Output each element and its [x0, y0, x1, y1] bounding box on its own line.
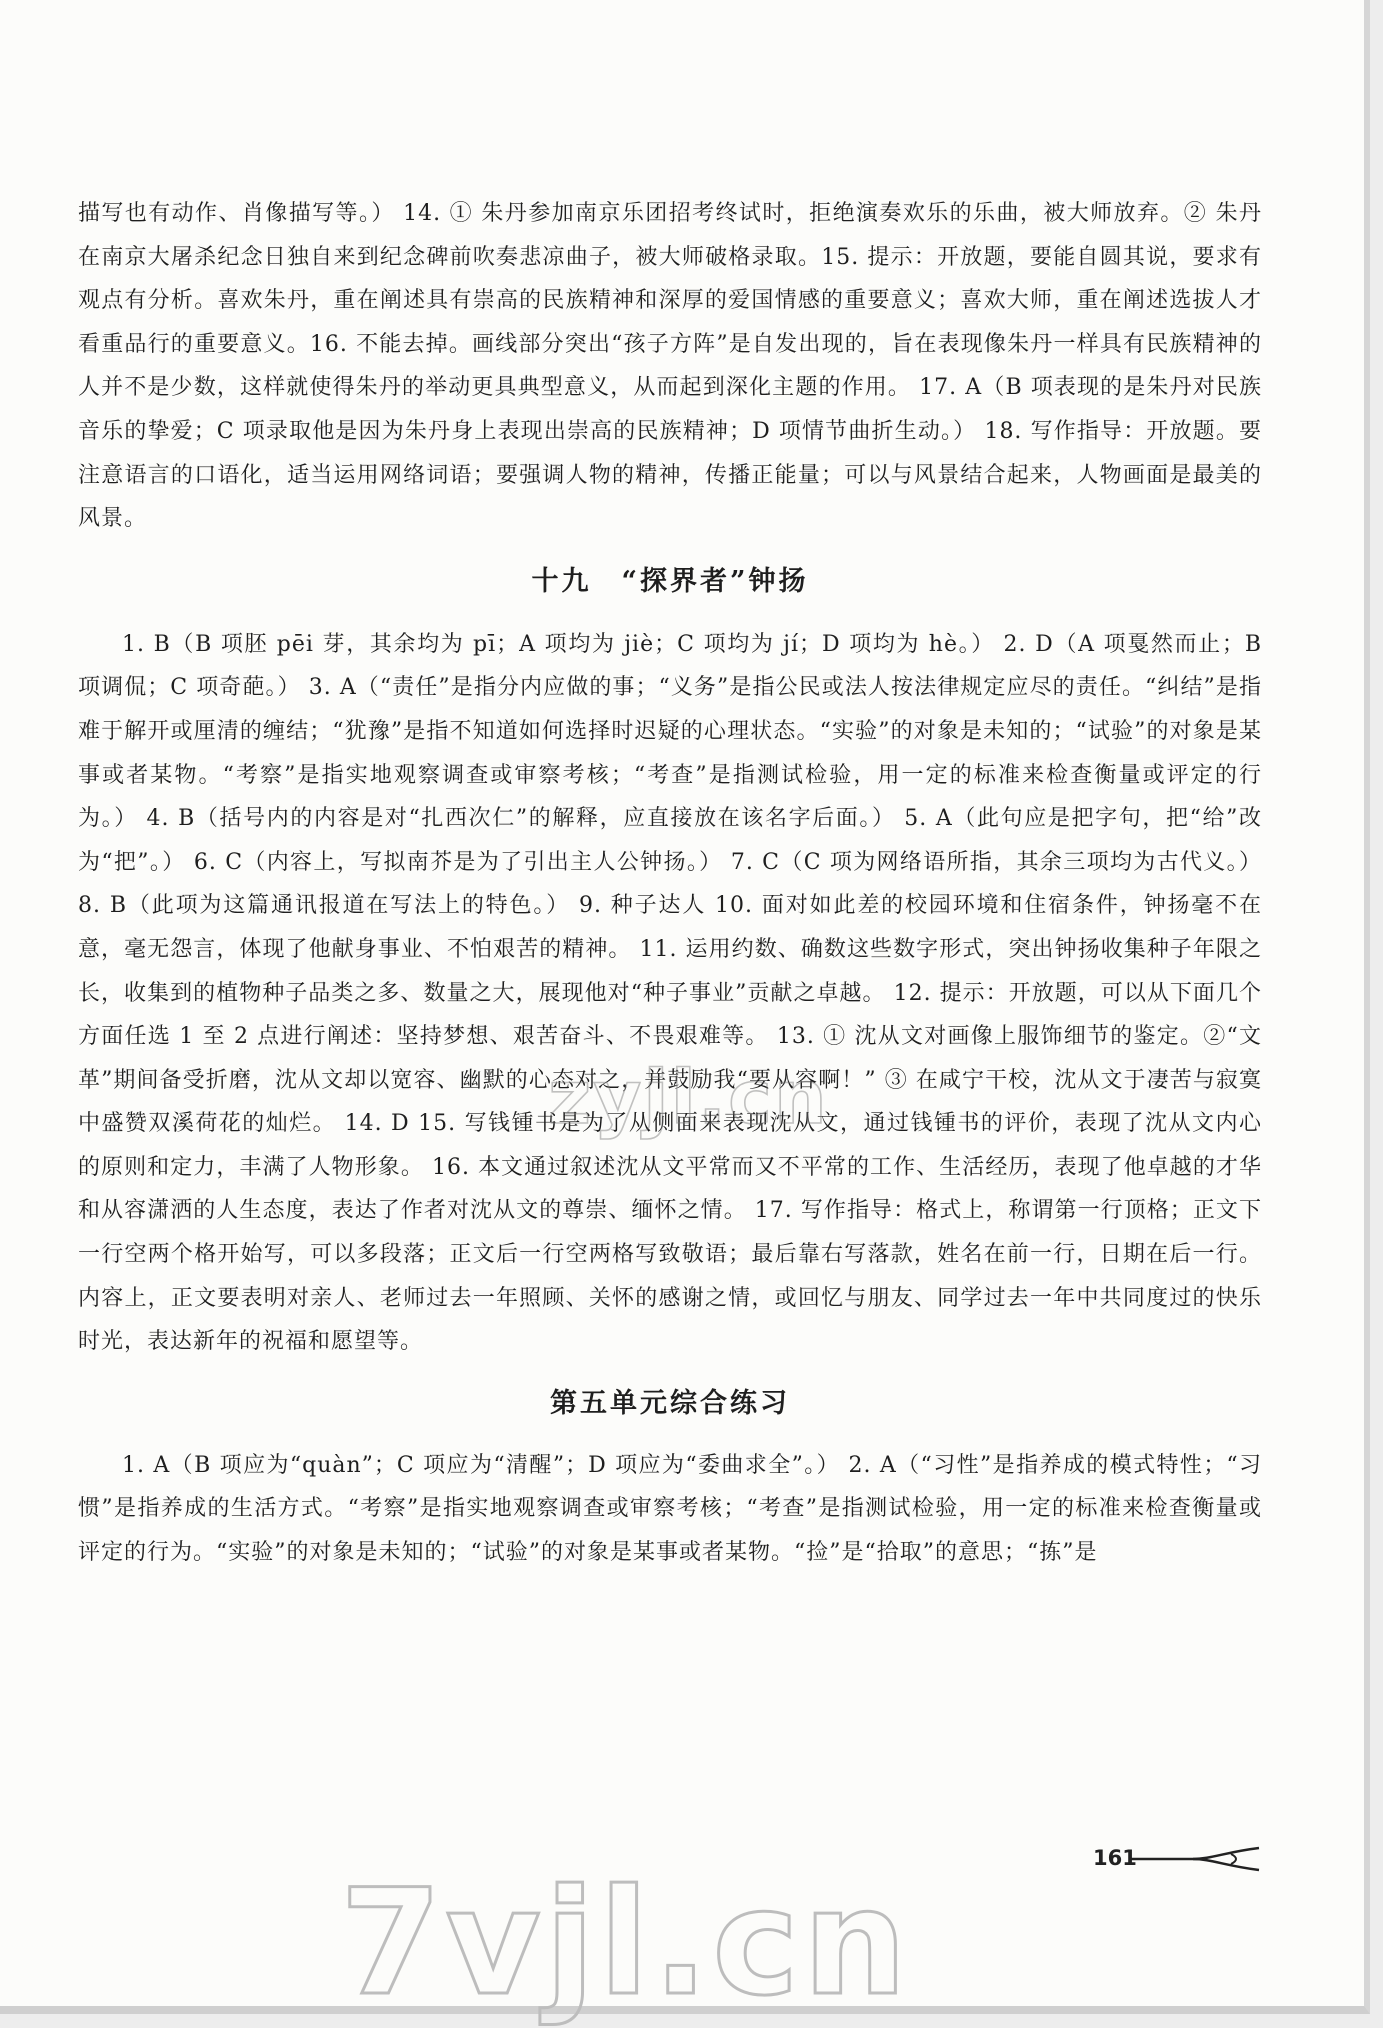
section-title: 第五单元综合练习 — [550, 1387, 790, 1419]
answer-paragraph: 描写也有动作、肖像描写等。） 14. ① 朱丹参加南京乐团招考终试时，拒绝演奏欢乐的乐曲，被大师放弃。② 朱丹在南京大屠杀纪念日独自来到纪念碑前吹奏悲凉曲子，被大师破格录取。15. 提示：开放题，要能自圆其说，要求有观点有分析。喜欢朱丹，重在阐述具有崇高的民族精神和深厚的爱国情感的重要意义；喜欢大师，重在阐述选拔人才看重品行的重要意义。16. 不能去掉。画线部分突出“孩子方阵”是自发出现的，旨在表现像朱丹一样具有民族精神的人并不是少数，这样就使得朱丹的举动更具典型意义，从而起到深化主题的作用。 17. A（B 项表现的是朱丹对民族音乐的挚爱；C 项录取他是因为朱丹身上表现出崇高的民族精神；D 项情节曲折生动。） 18. 写作指导：开放题。要注意语言的口语化，适当运用网络词语；要强调人物的精神，传播正能量；可以与风景结合起来，人物画面是最美的风景。 — [78, 201, 1262, 532]
page-content — [78, 192, 1262, 1575]
answer-paragraph: 1. A（B 项应为“quàn”；C 项应为“清醒”；D 项应为“委曲求全”。） 2. A（“习性”是指养成的模式特性；“习惯”是指养成的生活方式。“考察”是指实地观察调查或审察考核；“考查”是指测试检验，用一定的标准来检查衡量或评定的行为。“实验”的对象是未知的；“试验”的对象是某事或者某物。“捡”是“拾取”的意思；“拣”是 — [78, 1452, 1262, 1566]
section-title: 十九 “探界者”钟扬 — [531, 565, 809, 597]
page-number: 161 — [1093, 1846, 1137, 1870]
watermark-large: 7vjl.cn — [340, 1858, 911, 2028]
answer-paragraph: 1. B（B 项胚 pēi 芽，其余均为 pī；A 项均为 jiè；C 项均为 jí；D 项均为 hè。） 2. D（A 项戛然而止；B 项调侃；C 项奇葩。） 3. A（“责任”是指分内应做的事；“义务”是指公民或法人按法律规定应尽的责任。“纠结”是指难于解开或厘清的缠结；“犹豫”是指不知道如何选择时迟疑的心理状态。“实验”的对象是未知的；“试验”的对象是某事或者某物。“考察”是指实地观察调查或审察考核；“考查”是指测试检验，用一定的标准来检查衡量或评定的行为。） 4. B（括号内的内容是对“扎西次仁”的解释，应直接放在该名字后面。） 5. A（此句应是把字句，把“给”改为“把”。） 6. C（内容上，写拟南芥是为了引出主人公钟扬。） 7. C（C 项为网络语所指，其余三项均为古代义。） 8. B（此项为这篇通讯报道在写法上的特色。） 9. 种子达人 10. 面对如此差的校园环境和住宿条件，钟扬毫不在意，毫无怨言，体现了他献身事业、不怕艰苦的精神。 11. 运用约数、确数这些数字形式，突出钟扬收集种子年限之长，收集到的植物种子品类之多、数量之大，展现他对“种子事业”贡献之卓越。 12. 提示：开放题，可以从下面几个方面任选 1 至 2 点进行阐述：坚持梦想、艰苦奋斗、不畏艰难等。 13. ① 沈从文对画像上服饰细节的鉴定。②“文革”期间备受折磨，沈从文却以宽容、幽默的心态对之，并鼓励我“要从容啊！” ③ 在咸宁干校，沈从文于凄苦与寂寞中盛赞双溪荷花的灿烂。 14. D 15. 写钱锺书是为了从侧面来表现沈从文，通过钱锺书的评价，表现了沈从文内心的原则和定力，丰满了人物形象。 16. 本文通过叙述沈从文平常而又不平常的工作、生活经历，表现了他卓越的才华和从容潇洒的人生态度，表达了作者对沈从文的尊崇、缅怀之情。 17. 写作指导：格式上，称谓第一行顶格；正文下一行空两个格开始写，可以多段落；正文后一行空两格写致敬语；最后靠右写落款，姓名在前一行，日期在后一行。内容上，正文要表明对亲人、老师过去一年照顾、关怀的感谢之情，或回忆与朋友、同学过去一年中共同度过的快乐时光，表达新年的祝福和愿望等。 — [78, 631, 1262, 1355]
watermark: zyjl.cn — [548, 1055, 829, 1141]
tweezers-ornament-icon — [1131, 1846, 1263, 1872]
